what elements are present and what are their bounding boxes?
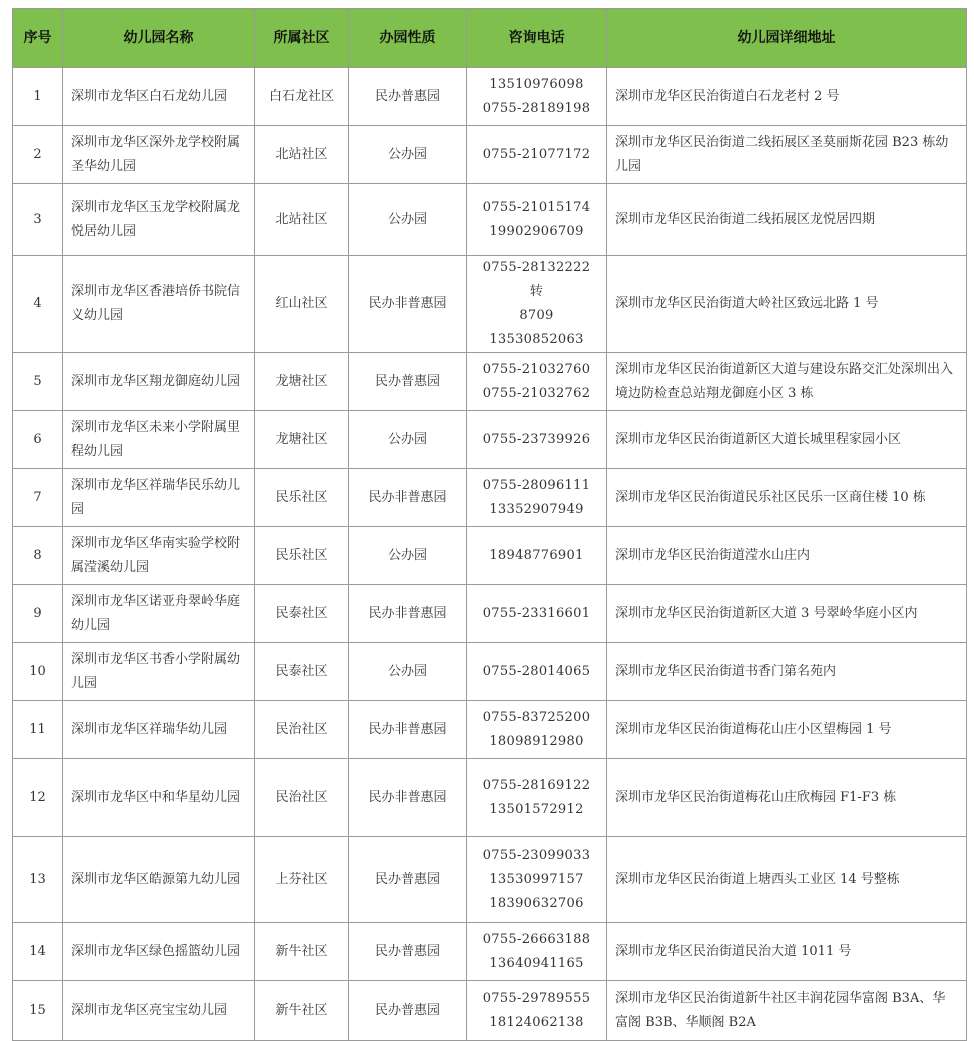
phone-number: 0755-23739926 (482, 431, 591, 447)
header-seq: 序号 (13, 9, 63, 68)
phone-number: 13352907949 (489, 501, 584, 517)
phone-number: 0755-21032762 (482, 385, 591, 401)
table-row (13, 126, 967, 184)
cell-community: 红山社区 (255, 256, 349, 353)
cell-address: 深圳市龙华区民治街道滢水山庄内 (607, 527, 967, 585)
cell-address: 深圳市龙华区民治街道大岭社区致远北路 1 号 (607, 256, 967, 353)
cell-name: 深圳市龙华区绿色摇篮幼儿园 (63, 923, 255, 981)
header-type: 办园性质 (349, 9, 467, 68)
phone-number: 0755-21015174 (482, 199, 591, 215)
cell-seq: 3 (13, 184, 63, 256)
cell-phone (467, 184, 607, 256)
phone-number: 8709 13530852063 (489, 308, 584, 347)
cell-phone (467, 585, 607, 643)
cell-type: 公办园 (349, 126, 467, 184)
phone-number: 13640941165 (489, 955, 584, 971)
cell-phone (467, 256, 607, 353)
cell-phone (467, 126, 607, 184)
cell-name: 深圳市龙华区诺亚舟翠岭华庭幼儿园 (63, 585, 255, 643)
cell-name: 深圳市龙华区白石龙幼儿园 (63, 68, 255, 126)
cell-seq: 10 (13, 643, 63, 701)
table-row (13, 837, 967, 923)
table-row (13, 981, 967, 1041)
phone-number: 0755-28014065 (482, 663, 591, 679)
cell-community: 新牛社区 (255, 923, 349, 981)
cell-community: 新牛社区 (255, 981, 349, 1041)
table-row (13, 585, 967, 643)
cell-seq: 6 (13, 411, 63, 469)
cell-address: 深圳市龙华区民治街道新区大道长城里程家园小区 (607, 411, 967, 469)
phone-number: 13510976098 (489, 76, 584, 92)
cell-community: 民泰社区 (255, 585, 349, 643)
table-row (13, 527, 967, 585)
table-row (13, 469, 967, 527)
phone-number: 18098912980 (489, 733, 584, 749)
cell-name: 深圳市龙华区香港培侨书院信义幼儿园 (63, 256, 255, 353)
cell-name: 深圳市龙华区翔龙御庭幼儿园 (63, 353, 255, 411)
cell-name: 深圳市龙华区玉龙学校附属龙悦居幼儿园 (63, 184, 255, 256)
cell-type: 民办普惠园 (349, 923, 467, 981)
table-row (13, 411, 967, 469)
table-row (13, 184, 967, 256)
phone-number: 0755-23099033 (482, 847, 591, 863)
cell-community: 民治社区 (255, 701, 349, 759)
cell-phone (467, 923, 607, 981)
cell-address: 深圳市龙华区民治街道新牛社区丰润花园华富阁 B3A、华富阁 B3B、华顺阁 B2A (607, 981, 967, 1041)
cell-phone (467, 527, 607, 585)
cell-community: 北站社区 (255, 184, 349, 256)
cell-address: 深圳市龙华区民治街道二线拓展区龙悦居四期 (607, 184, 967, 256)
cell-type: 民办非普惠园 (349, 701, 467, 759)
cell-phone (467, 837, 607, 923)
cell-community: 民乐社区 (255, 527, 349, 585)
cell-address: 深圳市龙华区民治街道书香门第名苑内 (607, 643, 967, 701)
table-body (13, 68, 967, 1041)
table-header (13, 9, 967, 68)
phone-number: 0755-28189198 (482, 100, 591, 116)
cell-type: 民办普惠园 (349, 353, 467, 411)
cell-address: 深圳市龙华区民治街道上塘西头工业区 14 号整栋 (607, 837, 967, 923)
phone-number: 0755-28169122 (482, 777, 591, 793)
cell-community: 白石龙社区 (255, 68, 349, 126)
table-row (13, 353, 967, 411)
header-row (13, 9, 967, 68)
cell-phone (467, 701, 607, 759)
phone-number: 13501572912 (489, 801, 584, 817)
cell-phone (467, 353, 607, 411)
cell-type: 民办普惠园 (349, 68, 467, 126)
cell-address: 深圳市龙华区民治街道民治大道 1011 号 (607, 923, 967, 981)
cell-type: 民办普惠园 (349, 837, 467, 923)
cell-phone (467, 469, 607, 527)
table-row (13, 923, 967, 981)
header-address: 幼儿园详细地址 (607, 9, 967, 68)
cell-address: 深圳市龙华区民治街道白石龙老村 2 号 (607, 68, 967, 126)
cell-seq: 2 (13, 126, 63, 184)
cell-seq: 11 (13, 701, 63, 759)
cell-address: 深圳市龙华区民治街道新区大道 3 号翠岭华庭小区内 (607, 585, 967, 643)
cell-type: 民办非普惠园 (349, 469, 467, 527)
cell-type: 公办园 (349, 527, 467, 585)
cell-type: 公办园 (349, 411, 467, 469)
cell-name: 深圳市龙华区祥瑞华幼儿园 (63, 701, 255, 759)
cell-seq: 9 (13, 585, 63, 643)
cell-type: 公办园 (349, 643, 467, 701)
cell-community: 龙塘社区 (255, 353, 349, 411)
header-phone: 咨询电话 (467, 9, 607, 68)
cell-community: 民治社区 (255, 759, 349, 837)
cell-seq: 1 (13, 68, 63, 126)
cell-type: 民办普惠园 (349, 981, 467, 1041)
cell-seq: 7 (13, 469, 63, 527)
cell-type: 民办非普惠园 (349, 256, 467, 353)
phone-number: 0755-83725200 (482, 709, 591, 725)
phone-number: 13530997157 (489, 871, 584, 887)
phone-number: 19902906709 (489, 223, 584, 239)
cell-seq: 14 (13, 923, 63, 981)
header-community: 所属社区 (255, 9, 349, 68)
phone-number: 0755-26663188 (482, 931, 591, 947)
cell-address: 深圳市龙华区民治街道梅花山庄欣梅园 F1-F3 栋 (607, 759, 967, 837)
cell-type: 民办非普惠园 (349, 585, 467, 643)
phone-number: 18124062138 (489, 1014, 584, 1030)
cell-seq: 5 (13, 353, 63, 411)
phone-number: 18948776901 (489, 547, 584, 563)
cell-community: 上芬社区 (255, 837, 349, 923)
cell-name: 深圳市龙华区深外龙学校附属圣华幼儿园 (63, 126, 255, 184)
cell-phone (467, 68, 607, 126)
cell-name: 深圳市龙华区华南实验学校附属滢溪幼儿园 (63, 527, 255, 585)
cell-seq: 13 (13, 837, 63, 923)
phone-number: 18390632706 (489, 895, 584, 911)
cell-name: 深圳市龙华区中和华星幼儿园 (63, 759, 255, 837)
cell-seq: 4 (13, 256, 63, 353)
cell-name: 深圳市龙华区亮宝宝幼儿园 (63, 981, 255, 1041)
table-row (13, 701, 967, 759)
cell-phone (467, 981, 607, 1041)
table-row (13, 68, 967, 126)
header-name: 幼儿园名称 (63, 9, 255, 68)
cell-address: 深圳市龙华区民治街道二线拓展区圣莫丽斯花园 B23 栋幼儿园 (607, 126, 967, 184)
cell-address: 深圳市龙华区民治街道新区大道与建设东路交汇处深圳出入境边防检查总站翔龙御庭小区 3 栋 (607, 353, 967, 411)
cell-seq: 12 (13, 759, 63, 837)
phone-number: 0755-21032760 (482, 361, 591, 377)
cell-address: 深圳市龙华区民治街道梅花山庄小区望梅园 1 号 (607, 701, 967, 759)
kindergarten-table (12, 8, 967, 1041)
cell-community: 北站社区 (255, 126, 349, 184)
cell-phone (467, 411, 607, 469)
phone-number: 0755-21077172 (482, 146, 591, 162)
cell-type: 公办园 (349, 184, 467, 256)
cell-name: 深圳市龙华区皓源第九幼儿园 (63, 837, 255, 923)
cell-name: 深圳市龙华区祥瑞华民乐幼儿园 (63, 469, 255, 527)
cell-seq: 8 (13, 527, 63, 585)
cell-phone (467, 643, 607, 701)
table-row (13, 643, 967, 701)
cell-community: 龙塘社区 (255, 411, 349, 469)
phone-number: 0755-28096111 (482, 477, 591, 493)
cell-name: 深圳市龙华区书香小学附属幼儿园 (63, 643, 255, 701)
phone-number: 0755-23316601 (482, 605, 591, 621)
cell-address: 深圳市龙华区民治街道民乐社区民乐一区商住楼 10 栋 (607, 469, 967, 527)
phone-number: 0755-29789555 (482, 990, 591, 1006)
phone-number: 0755-28132222 转 (482, 260, 591, 299)
cell-community: 民泰社区 (255, 643, 349, 701)
cell-type: 民办非普惠园 (349, 759, 467, 837)
cell-phone (467, 759, 607, 837)
cell-community: 民乐社区 (255, 469, 349, 527)
table-row (13, 256, 967, 353)
cell-name: 深圳市龙华区未来小学附属里程幼儿园 (63, 411, 255, 469)
cell-seq: 15 (13, 981, 63, 1041)
table-row (13, 759, 967, 837)
